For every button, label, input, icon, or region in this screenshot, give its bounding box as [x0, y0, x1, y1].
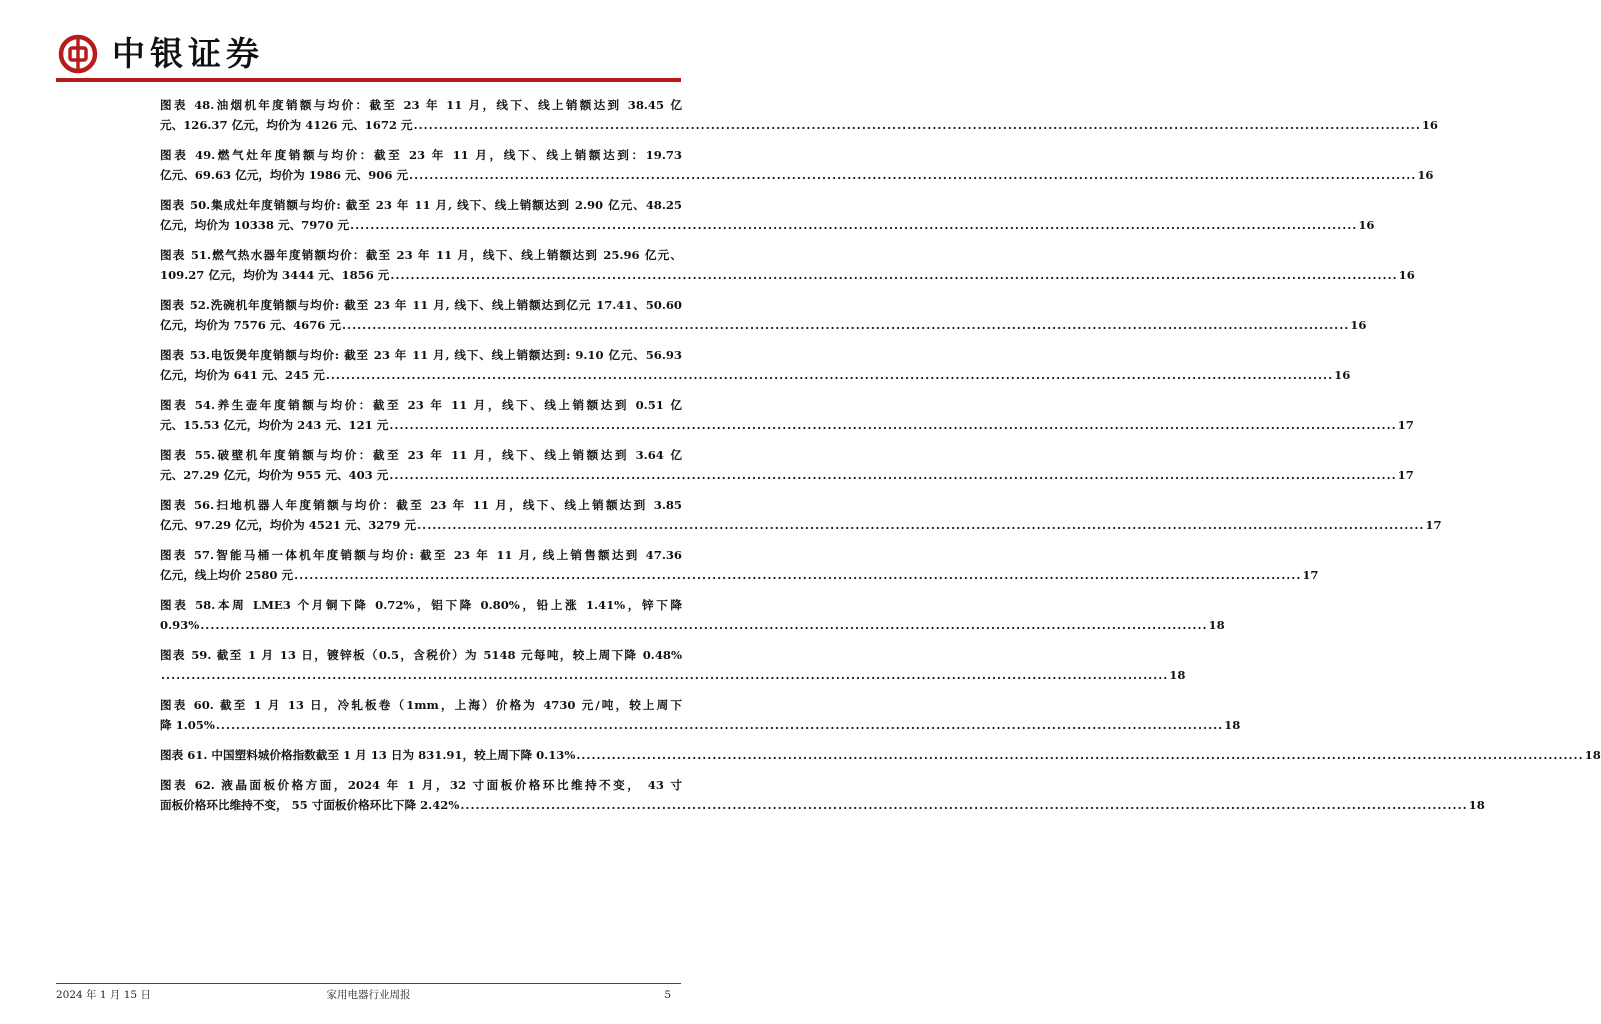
footer-report-title: 家用电器行业周报 [326, 989, 411, 1001]
toc-leader-dots: ........................................................................................................................................................................................................ [294, 568, 1302, 582]
toc-entry[interactable] [160, 775, 1485, 815]
toc-page-number: 17 [1397, 468, 1414, 482]
toc-entry-title-line1: 图表 48.油烟机年度销额与均价：截至 23 年 11 月，线下、线上销额达到 38.45 亿 [160, 98, 682, 112]
toc-page-number: 16 [1398, 268, 1415, 282]
toc-page-number: 18 [1224, 718, 1241, 732]
toc-leader-dots: ........................................................................................................................................................................................................ [389, 418, 1397, 432]
footer-divider [56, 983, 681, 984]
toc-entry[interactable] [160, 95, 1438, 135]
toc-entry[interactable] [160, 245, 1415, 285]
toc-entry-title-line2: 降 1.05% [160, 718, 215, 732]
toc-entry-title-line1: 图表 58.本周 LME3 个月铜下降 0.72%，铝下降 0.80%，铅上涨 1.41%，锌下降 [160, 598, 682, 612]
toc-entry[interactable] [160, 445, 1414, 485]
toc-page-number: 18 [1584, 748, 1601, 762]
toc-entry-title-line2: 亿元、97.29 亿元，均价为 4521 元、3279 元 [160, 518, 417, 532]
page-footer [56, 986, 681, 1004]
toc-page-number: 16 [1350, 318, 1367, 332]
toc-entry-title-line1: 图表 59. 截至 1 月 13 日，镀锌板（0.5，含税价）为 5148 元每吨，较上周下降 0.48% [160, 648, 682, 662]
toc-page-number: 17 [1302, 568, 1319, 582]
toc-entry-title-line2: 亿元，均价为 7576 元、4676 元 [160, 318, 341, 332]
toc-entry[interactable] [160, 695, 1241, 735]
toc-leader-dots: ........................................................................................................................................................................................................ [409, 168, 1417, 182]
toc-page-number: 16 [1421, 118, 1438, 132]
toc-entry-title: 图表 61. 中国塑料城价格指数截至 1 月 13 日为 831.91，较上周下降 0.13% [160, 748, 576, 762]
toc-entry-title-line2: 0.93% [160, 618, 200, 632]
toc-entry[interactable] [160, 345, 1351, 385]
toc-entry-title-line1: 图表 52.洗碗机年度销额与均价: 截至 23 年 11 月, 线下、线上销额达到亿元 17.41、50.60 [160, 298, 682, 312]
toc-entry-title-line1: 图表 49.燃气灶年度销额与均价：截至 23 年 11 月，线下、线上销额达到：19.73 [160, 148, 682, 162]
toc-entry-title-line1: 图表 55.破壁机年度销额与均价：截至 23 年 11 月，线下、线上销额达到 3.64 亿 [160, 448, 682, 462]
toc-entry[interactable] [160, 195, 1375, 235]
toc-page-number: 16 [1334, 368, 1351, 382]
toc-leader-dots: ........................................................................................................................................................................................................ [460, 798, 1468, 812]
toc-entry-title-line2: 元、27.29 亿元，均价为 955 元、403 元 [160, 468, 389, 482]
toc-entry-title-line2: 元、15.53 亿元，均价为 243 元、121 元 [160, 418, 389, 432]
toc-page-number: 17 [1397, 418, 1414, 432]
toc-entry[interactable] [160, 545, 1319, 585]
toc-page-number: 17 [1425, 518, 1442, 532]
page-header [56, 30, 676, 78]
toc-entry[interactable] [160, 295, 1367, 335]
toc-entry[interactable] [160, 595, 1225, 635]
toc-entry[interactable] [160, 745, 1601, 765]
toc-entry-title-line2: 亿元，均价为 641 元、245 元 [160, 368, 325, 382]
toc-leader-dots: ........................................................................................................................................................................................................ [215, 718, 1224, 732]
toc-page-number: 18 [1169, 668, 1186, 682]
header-divider [56, 78, 681, 82]
toc-entry-title-line1: 图表 51.燃气热水器年度销额均价：截至 23 年 11 月，线下、线上销额达到 25.96 亿元、 [160, 248, 682, 262]
toc-leader-dots: ........................................................................................................................................................................................................ [161, 668, 1169, 682]
toc-entry-title-line2: 亿元，均价为 10338 元、7970 元 [160, 218, 350, 232]
toc-entry[interactable] [160, 145, 1434, 185]
toc-entry-title-line1: 图表 62. 液晶面板价格方面，2024 年 1 月，32 寸面板价格环比维持不变， 43 寸 [160, 778, 682, 792]
toc-leader-dots: ........................................................................................................................................................................................................ [200, 618, 1208, 632]
footer-date: 2024 年 1 月 15 日 [56, 989, 151, 1001]
toc-page-number: 18 [1208, 618, 1225, 632]
toc-entry-title-line1: 图表 56.扫地机器人年度销额与均价：截至 23 年 11 月，线下、线上销额达到 3.85 [160, 498, 682, 512]
brand-name: 中银证券 [112, 34, 264, 73]
toc-leader-dots: ........................................................................................................................................................................................................ [389, 468, 1397, 482]
toc-entry[interactable] [160, 395, 1414, 435]
toc-entry-title-line1: 图表 54.养生壶年度销额与均价：截至 23 年 11 月，线下、线上销额达到 0.51 亿 [160, 398, 682, 412]
toc-entry[interactable] [160, 645, 1186, 685]
toc-leader-dots: ........................................................................................................................................................................................................ [576, 748, 1584, 762]
toc-entry-title-line2: 亿元、69.63 亿元，均价为 1986 元、906 元 [160, 168, 409, 182]
toc-entry-title-line2: 面板价格环比维持不变， 55 寸面板价格环比下降 2.42% [160, 798, 460, 812]
toc-leader-dots: ........................................................................................................................................................................................................ [413, 118, 1421, 132]
toc-page-number: 16 [1358, 218, 1375, 232]
toc-entry-title-line2: 亿元，线上均价 2580 元 [160, 568, 294, 582]
toc-entry-title-line1: 图表 53.电饭煲年度销额与均价: 截至 23 年 11 月, 线下、线上销额达到: 9.10 亿元、56.93 [160, 348, 682, 362]
toc-page-number: 16 [1417, 168, 1434, 182]
toc-entry-title-line1: 图表 60. 截至 1 月 13 日，冷轧板卷（1mm，上海）价格为 4730 元/吨，较上周下 [160, 698, 682, 712]
toc-entry-title-line2: 元、126.37 亿元，均价为 4126 元、1672 元 [160, 118, 413, 132]
table-of-contents [160, 95, 1601, 825]
toc-leader-dots: ........................................................................................................................................................................................................ [350, 218, 1358, 232]
footer-page-number: 5 [664, 989, 671, 1001]
toc-entry[interactable] [160, 495, 1442, 535]
bank-of-china-logo-icon [58, 34, 98, 74]
toc-page-number: 18 [1468, 798, 1485, 812]
toc-leader-dots: ........................................................................................................................................................................................................ [390, 268, 1398, 282]
toc-leader-dots: ........................................................................................................................................................................................................ [325, 368, 1334, 382]
toc-entry-title-line1: 图表 57.智能马桶一体机年度销额与均价: 截至 23 年 11 月, 线上销售额达到 47.36 [160, 548, 682, 562]
toc-entry-title-line1: 图表 50.集成灶年度销额与均价: 截至 23 年 11 月, 线下、线上销额达到 2.90 亿元、48.25 [160, 198, 682, 212]
toc-entry-title-line2: 109.27 亿元，均价为 3444 元、1856 元 [160, 268, 390, 282]
toc-leader-dots: ........................................................................................................................................................................................................ [342, 318, 1350, 332]
toc-leader-dots: ........................................................................................................................................................................................................ [417, 518, 1425, 532]
